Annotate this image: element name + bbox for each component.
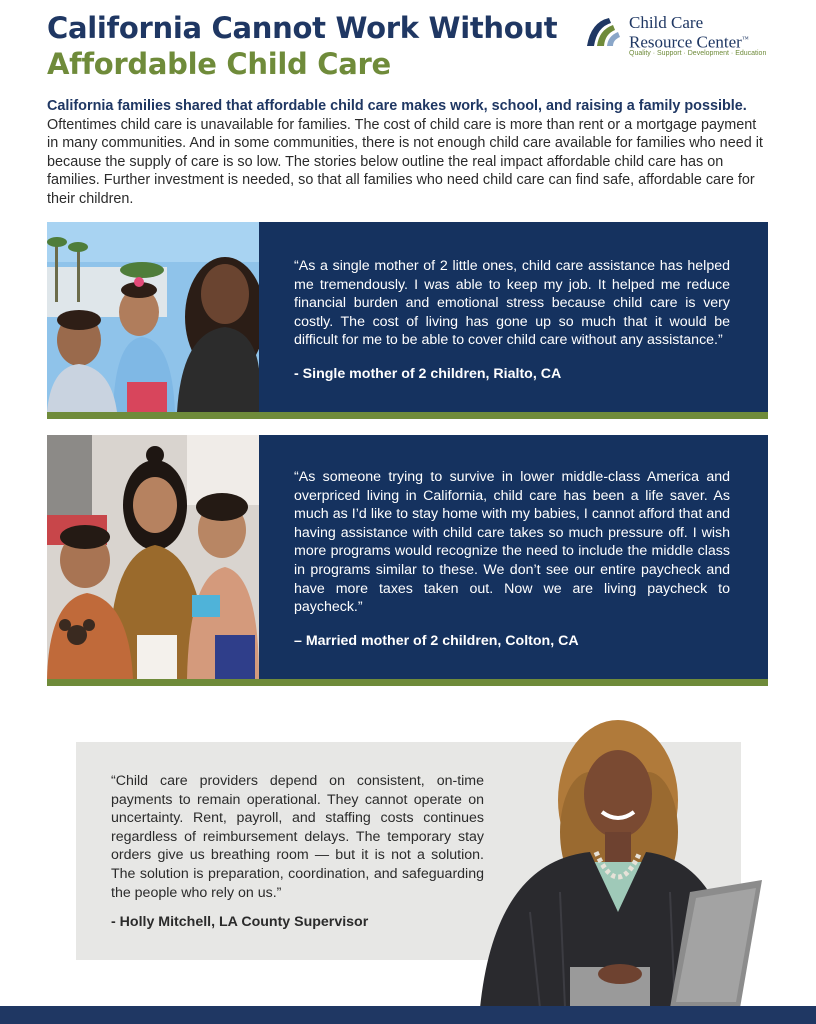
intro-body: Oftentimes child care is unavailable for families. The cost of child care is more than rent or a mortgage payment in many communities. And in some communities, there is not enough child care available for families who need it because the supply of care is so low. The stories below outline the real impact affordable child care has on families. Further investment is needed, so that all families who need child care can find safe, affordable care for their children. — [47, 116, 763, 207]
logo-name — [629, 14, 789, 51]
title-line-1: California Cannot Work Without — [47, 11, 558, 45]
logo-arch-icon — [585, 16, 625, 48]
organization-logo — [585, 14, 785, 64]
logo-tagline: Quality · Support · Development · Education — [629, 50, 767, 57]
logo-name-line-2: Resource Center — [629, 32, 742, 52]
intro-paragraph — [47, 97, 771, 209]
story-photo-2 — [47, 435, 259, 679]
story-card-1 — [47, 222, 768, 419]
story-photo-1 — [47, 222, 259, 412]
supervisor-portrait — [470, 712, 770, 1008]
intro-lead: California families shared that affordable child care makes work, school, and raising a family possible. — [47, 98, 747, 114]
story-attribution-2: – Married mother of 2 children, Colton, CA — [294, 632, 579, 649]
leader-quote: “Child care providers depend on consistent, on-time payments to remain operational. They cannot operate on uncertainty. Rent, payroll, and staffing costs continues regardless of reimbursement delays. The temporary stay orders give us breathing room — but it is not a solution. The solution is preparation, coordination, and safeguarding the people who rely on us.” — [111, 773, 484, 901]
title-line-2: Affordable Child Care — [47, 47, 391, 81]
story-attribution-1: - Single mother of 2 children, Rialto, CA — [294, 365, 562, 382]
family-photo-1 — [47, 222, 259, 412]
story-quote-2: “As someone trying to survive in lower middle-class America and overpriced living in California, child care has been a life saver. As much as I’d like to stay home with my babies, I cannot afford that and having assistance with child care takes so much pressure off. I wish more programs would recognize the need to include the middle class in programs similar to these. We don’t see our entire paycheck and have more taxes taken out. Now we are living paycheck to paycheck.” — [294, 469, 730, 616]
page-title — [47, 10, 557, 82]
logo-name-line-1: Child Care — [629, 13, 704, 32]
story-text-2 — [259, 435, 768, 679]
story-quote-1: “As a single mother of 2 little ones, child care assistance has helped me tremendously. I was able to keep my job. It helped me reduce financial burden and emotional stress because child care is very costly. The cost of living has gone up so much that it would be difficult for me to be able to cover child care without any assistance.” — [294, 258, 730, 349]
story-text-1 — [259, 222, 768, 412]
story-card-2 — [47, 435, 768, 686]
logo-trademark: ™ — [741, 35, 749, 43]
footer-bar — [0, 1006, 816, 1024]
leader-attribution: - Holly Mitchell, LA County Supervisor — [111, 914, 369, 930]
family-photo-2 — [47, 435, 259, 679]
